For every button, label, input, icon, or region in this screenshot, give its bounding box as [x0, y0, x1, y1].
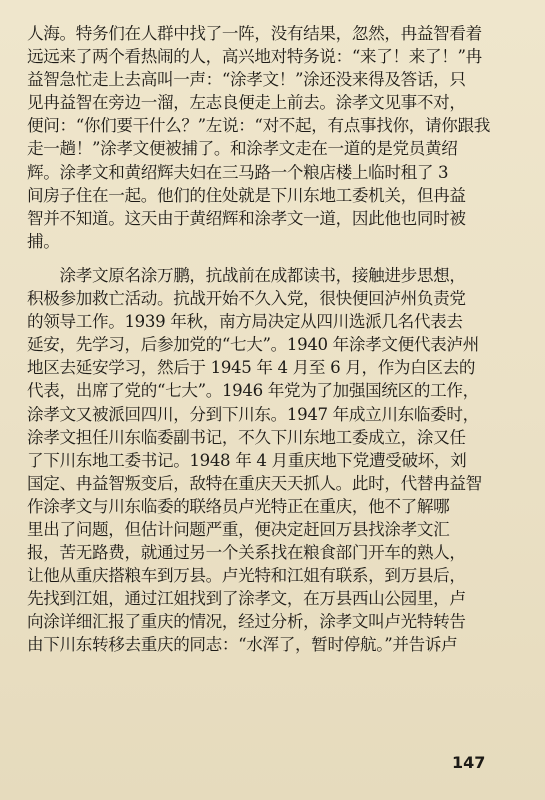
page-number: 147	[452, 753, 486, 772]
text-line: 报，苦无路费，就通过另一个关系找在粮食部门开车的熟人，	[27, 543, 466, 563]
text-line: 涂孝文又被派回四川，分到下川东。1947 年成立川东临委时，	[27, 404, 479, 424]
text-line: 间房子住在一起。他们的住处就是下川东地工委机关，但冉益	[27, 185, 466, 205]
text-line: 积极参加救亡活动。抗战开始不久入党，很快便回泸州负责党	[27, 289, 466, 309]
text-line: 先找到江姐，通过江姐找到了涂孝文，在万县西山公园里，卢	[27, 589, 466, 609]
text-line: 作涂孝文与川东临委的联络员卢光特正在重庆，他不了解哪	[27, 496, 450, 516]
text-line: 的领导工作。1939 年秋，南方局决定从四川选派几名代表去	[27, 312, 463, 332]
text-line: 涂孝文原名涂万鹏，抗战前在成都读书，接触进步思想，	[27, 265, 466, 285]
text-line: 远远来了两个看热闹的人，高兴地对特务说：“来了！来了！”冉	[27, 47, 482, 67]
text-line: 智并不知道。这天由于黄绍辉和涂孝文一道，因此他也同时被	[27, 208, 466, 228]
body-text	[27, 22, 519, 657]
text-line: 益智急忙走上去高叫一声：“涂孝文！”涂还没来得及答话，只	[27, 70, 466, 90]
text-line: 见冉益智在旁边一溜，左志良便走上前去。涂孝文见事不对，	[27, 93, 466, 113]
text-line: 了下川东地工委书记。1948 年 4 月重庆地下党遭受破坏，刘	[27, 450, 467, 470]
text-line: 让他从重庆搭粮车到万县。卢光特和江姐有联系，到万县后，	[27, 566, 466, 586]
text-line: 国定、冉益智叛变后，敌特在重庆天天抓人。此时，代替冉益智	[27, 473, 482, 493]
text-line: 人海。特务们在人群中找了一阵，没有结果，忽然，冉益智看着	[27, 24, 482, 43]
text-line: 辉。涂孝文和黄绍辉夫妇在三马路一个粮店楼上临时租了 3	[27, 162, 449, 182]
text-line: 由下川东转移去重庆的同志：“水浑了，暂时停航。”并告诉卢	[27, 635, 458, 655]
text-line: 涂孝文担任川东临委副书记，不久下川东地工委成立，涂又任	[27, 427, 466, 447]
text-line: 走一趟！”涂孝文便被捕了。和涂孝文走在一道的是党员黄绍	[27, 139, 458, 159]
text-line: 便问：“你们要干什么？”左说：“对不起，有点事找你，请你跟我	[27, 116, 490, 136]
text-line: 地区去延安学习，然后于 1945 年 4 月至 6 月，作为白区去的	[27, 358, 476, 378]
paragraph-1	[27, 22, 519, 253]
paragraph-2	[27, 264, 519, 657]
text-line: 里出了问题，但估计问题严重，便决定赶回万县找涂孝文汇	[27, 519, 450, 539]
text-line: 代表，出席了党的“七大”。1946 年党为了加强国统区的工作，	[27, 381, 479, 401]
text-line: 捕。	[27, 231, 60, 251]
text-line: 延安，先学习，后参加党的“七大”。1940 年涂孝文便代表泸州	[27, 335, 479, 355]
text-line: 向涂详细汇报了重庆的情况，经过分析，涂孝文叫卢光特转告	[27, 612, 466, 632]
paragraph-spacer	[27, 253, 519, 264]
